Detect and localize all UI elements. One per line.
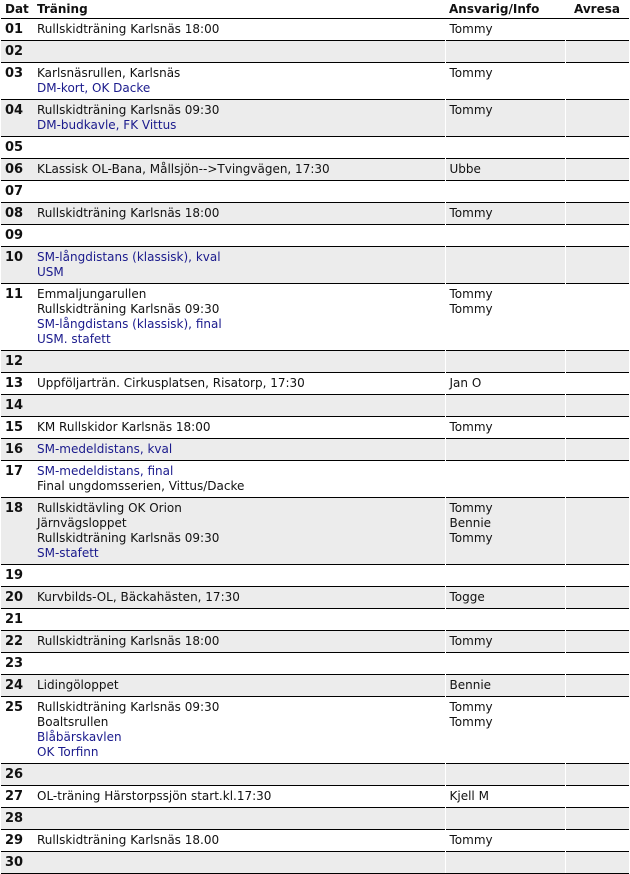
column-header-avresa: Avresa [574, 2, 620, 16]
departure-cell [565, 498, 629, 565]
training-cell [33, 351, 445, 373]
table-row [1, 41, 629, 63]
responsible-cell [445, 247, 565, 284]
responsible-cell [445, 63, 565, 100]
event-text: Kurvbilds-OL, Bäckahästen, 17:30 [37, 590, 240, 604]
table-row [1, 395, 629, 417]
responsible-name: Tommy [449, 833, 493, 847]
responsible-cell [445, 565, 565, 587]
departure-cell [565, 852, 629, 874]
responsible-cell [445, 653, 565, 675]
event-link[interactable]: DM-budkavle, FK Vittus [37, 118, 177, 132]
responsible-cell [445, 631, 565, 653]
date-cell: 07 [1, 181, 33, 203]
training-cell [33, 830, 445, 852]
responsible-name: Tommy [449, 700, 493, 714]
event-text: Rullskidträning Karlsnäs 09:30 [37, 700, 220, 714]
event-link[interactable]: DM-kort, OK Dacke [37, 81, 151, 95]
training-cell [33, 697, 445, 764]
table-row [1, 63, 629, 100]
table-row [1, 100, 629, 137]
event-link[interactable]: SM-medeldistans, kval [37, 442, 173, 456]
training-cell [33, 137, 445, 159]
responsible-cell [445, 830, 565, 852]
responsible-cell [445, 100, 565, 137]
responsible-cell [445, 417, 565, 439]
training-cell [33, 395, 445, 417]
training-cell [33, 19, 445, 41]
departure-cell [565, 830, 629, 852]
event-text: Boaltsrullen [37, 715, 109, 729]
table-row [1, 225, 629, 247]
column-header-dat: Dat [5, 2, 29, 16]
training-cell [33, 181, 445, 203]
training-cell [33, 498, 445, 565]
date-cell: 24 [1, 675, 33, 697]
responsible-name: Tommy [449, 22, 493, 36]
column-header-traning: Träning [37, 2, 88, 16]
departure-cell [565, 786, 629, 808]
responsible-name: Togge [449, 590, 485, 604]
schedule-table [1, 0, 629, 874]
table-row [1, 830, 629, 852]
departure-cell [565, 609, 629, 631]
table-row [1, 852, 629, 874]
responsible-cell [445, 786, 565, 808]
event-link[interactable]: SM-medeldistans, final [37, 464, 174, 478]
departure-cell [565, 587, 629, 609]
responsible-cell [445, 675, 565, 697]
event-text: Final ungdomsserien, Vittus/Dacke [37, 479, 245, 493]
event-link[interactable]: USM [37, 265, 64, 279]
responsible-name: Jan O [449, 376, 482, 390]
training-cell [33, 417, 445, 439]
departure-cell [565, 764, 629, 786]
responsible-cell [445, 498, 565, 565]
training-cell [33, 41, 445, 63]
training-cell [33, 764, 445, 786]
date-cell: 22 [1, 631, 33, 653]
responsible-name: Bennie [449, 678, 492, 692]
table-row [1, 653, 629, 675]
table-row [1, 587, 629, 609]
responsible-name: Tommy [449, 715, 493, 729]
responsible-name: Tommy [449, 206, 493, 220]
event-text: Rullskidträning Karlsnäs 09:30 [37, 531, 220, 545]
date-cell: 06 [1, 159, 33, 181]
date-cell: 27 [1, 786, 33, 808]
training-cell [33, 631, 445, 653]
date-cell: 17 [1, 461, 33, 498]
date-cell: 10 [1, 247, 33, 284]
date-cell: 04 [1, 100, 33, 137]
event-text: Uppföljarträn. Cirkusplatsen, Risatorp, 17:30 [37, 376, 305, 390]
table-row [1, 137, 629, 159]
responsible-name: Kjell M [449, 789, 489, 803]
training-cell [33, 100, 445, 137]
responsible-cell [445, 697, 565, 764]
table-row [1, 565, 629, 587]
date-cell: 03 [1, 63, 33, 100]
departure-cell [565, 203, 629, 225]
event-text: Emmaljungarullen [37, 287, 147, 301]
table-row [1, 181, 629, 203]
responsible-cell [445, 203, 565, 225]
training-cell [33, 247, 445, 284]
responsible-cell [445, 587, 565, 609]
departure-cell [565, 159, 629, 181]
table-row [1, 247, 629, 284]
event-text: Rullskidträning Karlsnäs 09:30 [37, 103, 220, 117]
responsible-cell [445, 395, 565, 417]
event-link[interactable]: SM-långdistans (klassisk), final [37, 317, 222, 331]
date-cell: 19 [1, 565, 33, 587]
table-row [1, 19, 629, 41]
table-row [1, 675, 629, 697]
departure-cell [565, 100, 629, 137]
responsible-name: Tommy [449, 531, 493, 545]
event-text: Rullskidträning Karlsnäs 18:00 [37, 22, 220, 36]
table-row [1, 417, 629, 439]
date-cell: 23 [1, 653, 33, 675]
training-cell [33, 565, 445, 587]
responsible-cell [445, 181, 565, 203]
responsible-cell [445, 373, 565, 395]
departure-cell [565, 675, 629, 697]
departure-cell [565, 247, 629, 284]
date-cell: 28 [1, 808, 33, 830]
training-cell [33, 808, 445, 830]
date-cell: 20 [1, 587, 33, 609]
responsible-name: Ubbe [449, 162, 481, 176]
responsible-name: Tommy [449, 634, 493, 648]
event-text: Karlsnäsrullen, Karlsnäs [37, 66, 181, 80]
training-cell [33, 439, 445, 461]
date-cell: 13 [1, 373, 33, 395]
departure-cell [565, 63, 629, 100]
training-cell [33, 609, 445, 631]
departure-cell [565, 565, 629, 587]
training-cell [33, 786, 445, 808]
event-link[interactable]: SM-långdistans (klassisk), kval [37, 250, 221, 264]
table-row [1, 808, 629, 830]
responsible-name: Tommy [449, 66, 493, 80]
table-row [1, 786, 629, 808]
event-link[interactable]: SM-stafett [37, 546, 99, 560]
responsible-name: Tommy [449, 501, 493, 515]
table-row [1, 284, 629, 351]
schedule-body [1, 19, 629, 874]
event-text: Rullskidträning Karlsnäs 18.00 [37, 833, 220, 847]
date-cell: 14 [1, 395, 33, 417]
responsible-cell [445, 159, 565, 181]
date-cell: 21 [1, 609, 33, 631]
departure-cell [565, 225, 629, 247]
training-cell [33, 587, 445, 609]
responsible-cell [445, 609, 565, 631]
date-cell: 09 [1, 225, 33, 247]
responsible-name: Tommy [449, 302, 493, 316]
table-row [1, 439, 629, 461]
training-cell [33, 461, 445, 498]
date-cell: 16 [1, 439, 33, 461]
date-cell: 12 [1, 351, 33, 373]
table-row [1, 764, 629, 786]
table-row [1, 609, 629, 631]
departure-cell [565, 41, 629, 63]
responsible-cell [445, 19, 565, 41]
event-text: Rullskidträning Karlsnäs 18:00 [37, 206, 220, 220]
date-cell: 02 [1, 41, 33, 63]
event-text: KLassisk OL-Bana, Mållsjön-->Tvingvägen, 17:30 [37, 162, 330, 176]
date-cell: 15 [1, 417, 33, 439]
column-header-ansvarig: Ansvarig/Info [449, 2, 540, 16]
date-cell: 01 [1, 19, 33, 41]
departure-cell [565, 181, 629, 203]
event-text: Lidingöloppet [37, 678, 119, 692]
event-link[interactable]: Blåbärskavlen [37, 730, 122, 744]
table-row [1, 351, 629, 373]
departure-cell [565, 373, 629, 395]
responsible-cell [445, 852, 565, 874]
date-cell: 05 [1, 137, 33, 159]
training-cell [33, 373, 445, 395]
table-row [1, 373, 629, 395]
event-link[interactable]: OK Torfinn [37, 745, 99, 759]
departure-cell [565, 631, 629, 653]
event-text: Rullskidträning Karlsnäs 09:30 [37, 302, 220, 316]
departure-cell [565, 395, 629, 417]
event-text: KM Rullskidor Karlsnäs 18:00 [37, 420, 211, 434]
responsible-cell [445, 284, 565, 351]
table-row [1, 631, 629, 653]
event-text: OL-träning Härstorpssjön start.kl.17:30 [37, 789, 272, 803]
training-cell [33, 63, 445, 100]
responsible-name: Tommy [449, 420, 493, 434]
departure-cell [565, 697, 629, 764]
responsible-cell [445, 351, 565, 373]
training-cell [33, 653, 445, 675]
date-cell: 25 [1, 697, 33, 764]
date-cell: 29 [1, 830, 33, 852]
departure-cell [565, 461, 629, 498]
table-row [1, 697, 629, 764]
event-link[interactable]: USM. stafett [37, 332, 111, 346]
responsible-cell [445, 137, 565, 159]
event-text: Järnvägsloppet [37, 516, 127, 530]
table-row [1, 159, 629, 181]
departure-cell [565, 284, 629, 351]
training-cell [33, 852, 445, 874]
date-cell: 30 [1, 852, 33, 874]
departure-cell [565, 439, 629, 461]
date-cell: 18 [1, 498, 33, 565]
departure-cell [565, 351, 629, 373]
responsible-name: Tommy [449, 103, 493, 117]
responsible-cell [445, 439, 565, 461]
date-cell: 26 [1, 764, 33, 786]
table-row [1, 203, 629, 225]
responsible-cell [445, 41, 565, 63]
training-cell [33, 284, 445, 351]
table-header-row [1, 0, 629, 19]
departure-cell [565, 417, 629, 439]
responsible-name: Tommy [449, 287, 493, 301]
responsible-cell [445, 808, 565, 830]
responsible-cell [445, 764, 565, 786]
departure-cell [565, 808, 629, 830]
responsible-cell [445, 461, 565, 498]
training-cell [33, 203, 445, 225]
date-cell: 08 [1, 203, 33, 225]
training-cell [33, 675, 445, 697]
event-text: Rullskidträning Karlsnäs 18:00 [37, 634, 220, 648]
responsible-cell [445, 225, 565, 247]
training-cell [33, 225, 445, 247]
table-row [1, 498, 629, 565]
departure-cell [565, 19, 629, 41]
date-cell: 11 [1, 284, 33, 351]
table-row [1, 461, 629, 498]
departure-cell [565, 137, 629, 159]
training-cell [33, 159, 445, 181]
departure-cell [565, 653, 629, 675]
responsible-name: Bennie [449, 516, 492, 530]
event-text: Rullskidtävling OK Orion [37, 501, 182, 515]
